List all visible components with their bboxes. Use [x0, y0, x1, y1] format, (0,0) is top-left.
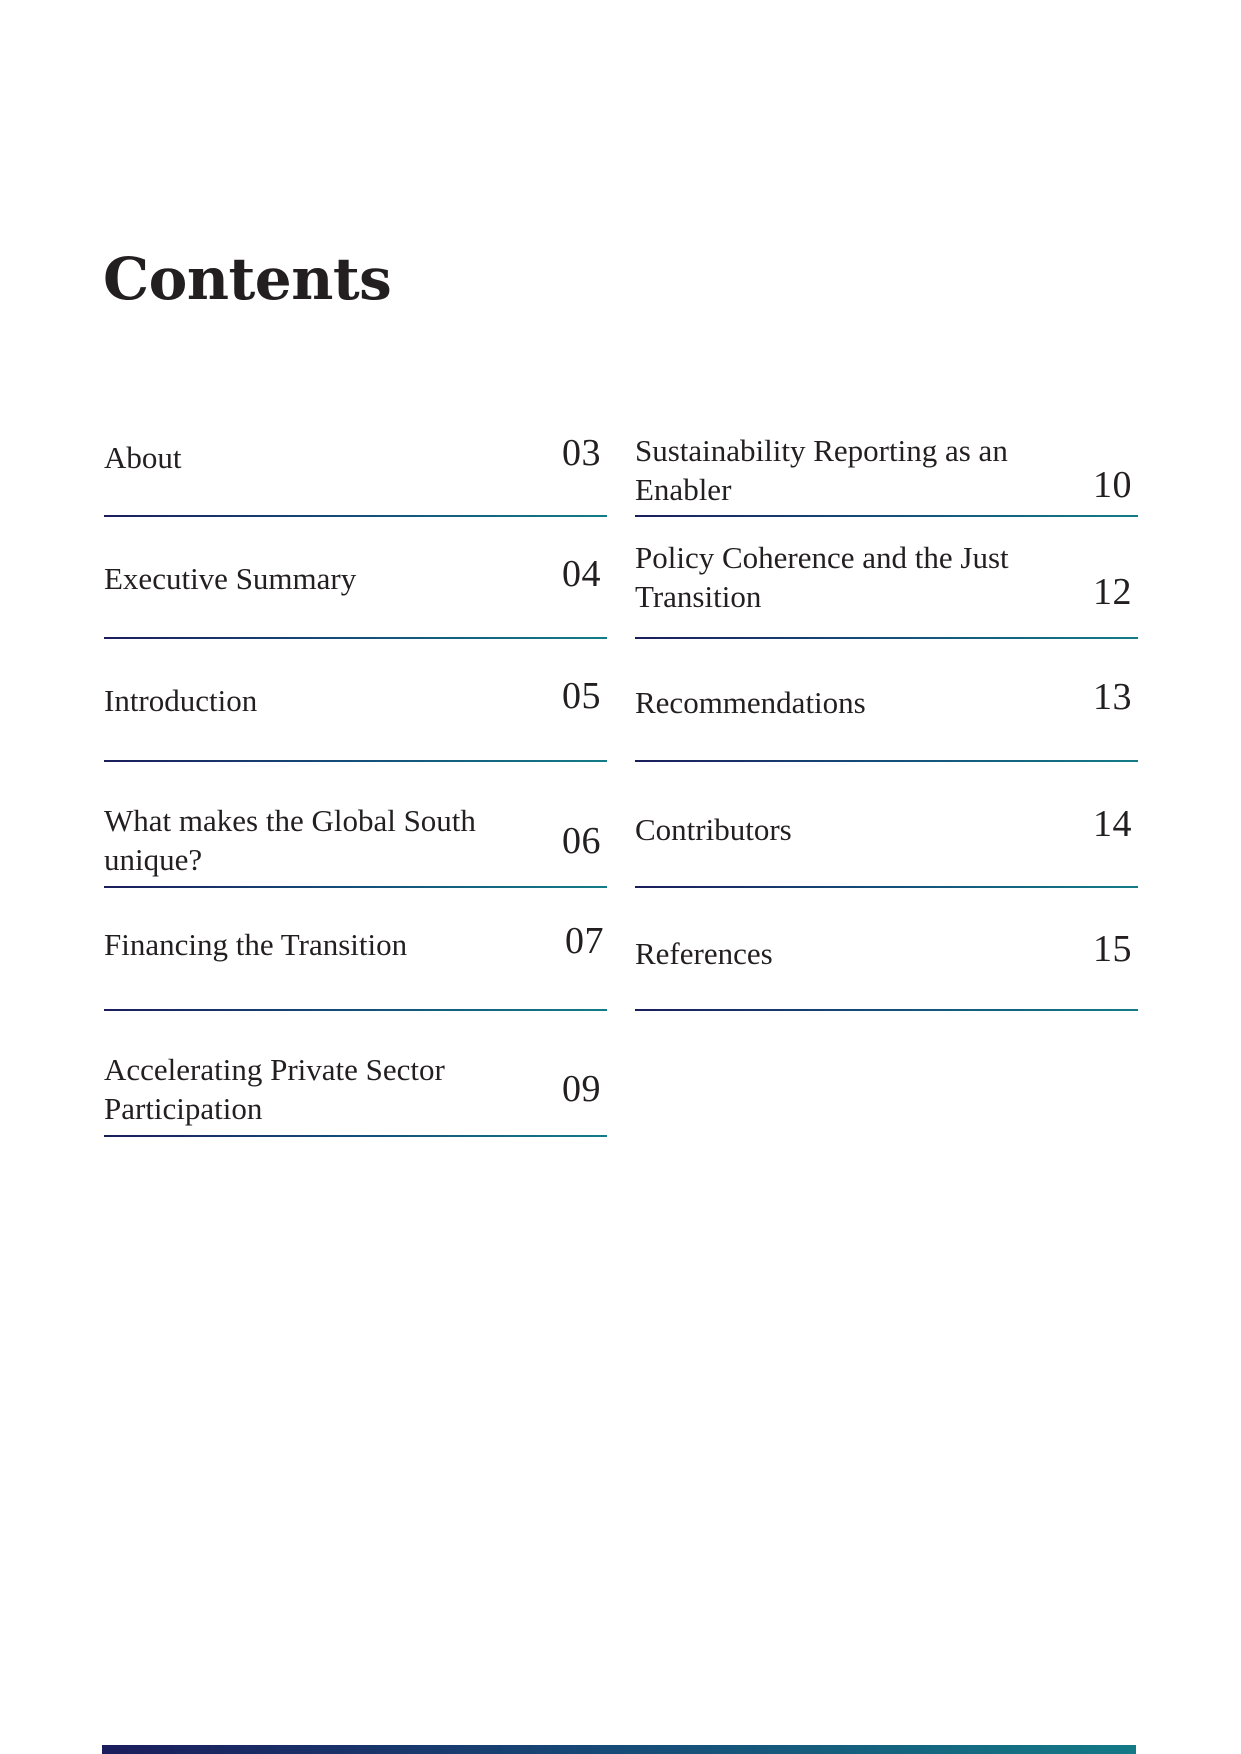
toc-entry-label: References — [635, 936, 773, 971]
toc-entry-page: 15 — [1093, 928, 1132, 970]
toc-entry-about[interactable] — [104, 395, 607, 517]
toc-entry-page: 12 — [1093, 571, 1132, 613]
toc-entry-page: 07 — [565, 920, 604, 962]
toc-entry-label: Contributors — [635, 812, 792, 847]
toc-entry-page: 13 — [1093, 676, 1132, 718]
toc-entry-label: Introduction — [104, 683, 258, 718]
toc-entry-references[interactable] — [635, 888, 1138, 1011]
toc-entry-page: 10 — [1093, 464, 1132, 506]
toc-entry-label: Policy Coherence and the Just Transition — [635, 540, 1009, 614]
toc-entry-label: About — [104, 440, 182, 475]
toc-entry-contributors[interactable] — [635, 762, 1138, 888]
toc-entry-label: Sustainability Reporting as an Enabler — [635, 433, 1008, 507]
toc-entry-sustainability-reporting[interactable] — [635, 395, 1138, 517]
toc-entry-page: 04 — [562, 553, 601, 595]
toc-entry-page: 14 — [1093, 803, 1132, 845]
toc-entry-recommendations[interactable] — [635, 639, 1138, 762]
toc-entry-label: Financing the Transition — [104, 927, 408, 962]
toc-entry-page: 03 — [562, 432, 601, 474]
page-title: Contents — [103, 245, 392, 313]
toc-entry-introduction[interactable] — [104, 639, 607, 762]
toc-entry-executive-summary[interactable] — [104, 517, 607, 639]
toc-entry-page: 05 — [562, 675, 601, 717]
toc-entry-financing[interactable] — [104, 888, 607, 1011]
footer-gradient-bar — [102, 1745, 1136, 1754]
toc-entry-page: 09 — [562, 1068, 601, 1110]
toc-entry-page: 06 — [562, 820, 601, 862]
toc-entry-private-sector[interactable] — [104, 1011, 607, 1137]
toc-entry-label: Accelerating Private Sector Participation — [104, 1052, 445, 1126]
toc-entry-label: What makes the Global South unique? — [104, 803, 476, 877]
toc-entry-policy-coherence[interactable] — [635, 517, 1138, 639]
toc-entry-label: Executive Summary — [104, 561, 357, 596]
toc-entry-global-south[interactable] — [104, 762, 607, 888]
toc-entry-label: Recommendations — [635, 685, 866, 720]
